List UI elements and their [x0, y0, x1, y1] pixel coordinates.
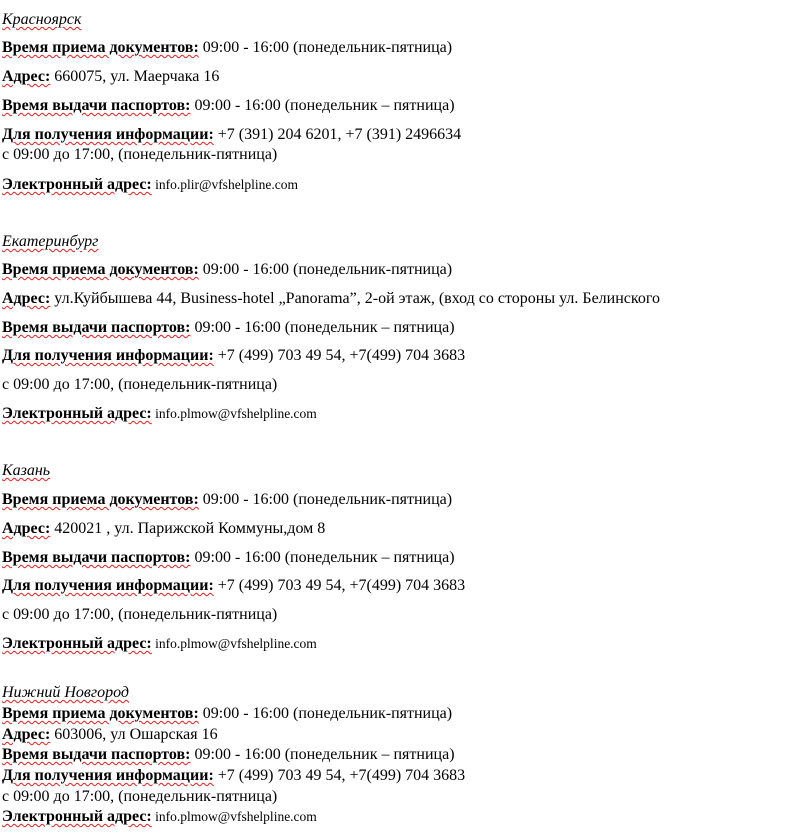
email-label: Электронный адрес:: [2, 405, 152, 422]
docs-hours-line: [2, 705, 452, 723]
email-label: Электронный адрес:: [2, 635, 152, 652]
address-label: Адрес:: [2, 726, 51, 743]
info-phone-label: Для получения информации:: [2, 767, 214, 784]
passport-hours-value: 09:00 - 16:00 (понедельник – пятница): [190, 549, 455, 566]
docs-hours-value: 09:00 - 16:00 (понедельник-пятница): [198, 705, 453, 722]
passport-hours-label: Время выдачи паспортов:: [2, 97, 191, 114]
info-hours-line: с 09:00 до 17:00, (понедельник-пятница): [2, 606, 278, 623]
info-phone-line: [2, 577, 465, 595]
info-phone-value: +7 (499) 703 49 54, +7(499) 704 3683: [213, 347, 466, 364]
address-value: ул.Куйбышева 44, Business-hotel „Panorama”, 2-ой этаж, (вход со стороны ул. Белинского: [50, 290, 661, 307]
info-phone-label: Для получения информации:: [2, 577, 214, 594]
docs-hours-label: Время приема документов:: [2, 705, 199, 722]
docs-hours-line: [2, 39, 452, 57]
email-line: [2, 635, 317, 653]
docs-hours-line: [2, 491, 452, 509]
info-phone-value: +7 (391) 204 6201, +7 (391) 2496634: [213, 126, 462, 143]
address-label: Адрес:: [2, 290, 51, 307]
docs-hours-value: 09:00 - 16:00 (понедельник-пятница): [198, 491, 453, 508]
email-value: info.plmow@vfshelpline.com: [151, 636, 317, 651]
info-hours-line: с 09:00 до 17:00, (понедельник-пятница): [2, 146, 278, 163]
passport-hours-line: [2, 97, 455, 115]
email-line: [2, 808, 317, 826]
email-value: info.plir@vfshelpline.com: [151, 177, 299, 192]
info-phone-value: +7 (499) 703 49 54, +7(499) 704 3683: [213, 577, 466, 594]
docs-hours-label: Время приема документов:: [2, 39, 199, 56]
address-value: 660075, ул. Маерчака 16: [50, 68, 220, 85]
docs-hours-line: [2, 261, 452, 279]
passport-hours-line: [2, 549, 455, 567]
city-heading-kazan: Казань: [2, 462, 51, 479]
city-heading-yekaterinburg: Екатеринбург: [2, 233, 99, 250]
city-heading-krasnoyarsk: Красноярск: [2, 11, 82, 28]
passport-hours-label: Время выдачи паспортов:: [2, 549, 191, 566]
address-value: 420021 , ул. Парижской Коммуны,дом 8: [50, 520, 326, 537]
passport-hours-line: [2, 746, 455, 764]
info-phone-value: +7 (499) 703 49 54, +7(499) 704 3683: [213, 767, 466, 784]
passport-hours-value: 09:00 - 16:00 (понедельник – пятница): [190, 97, 455, 114]
info-phone-line: [2, 126, 461, 144]
address-line: [2, 68, 219, 86]
passport-hours-label: Время выдачи паспортов:: [2, 319, 191, 336]
address-label: Адрес:: [2, 520, 51, 537]
docs-hours-value: 09:00 - 16:00 (понедельник-пятница): [198, 261, 453, 278]
city-heading-nizhny-novgorod: Нижний Новгород: [2, 684, 129, 701]
info-phone-line: [2, 347, 465, 365]
info-hours-line: с 09:00 до 17:00, (понедельник-пятница): [2, 788, 278, 805]
email-line: [2, 405, 317, 423]
address-line: [2, 520, 325, 538]
address-value: 603006, ул Ошарская 16: [50, 726, 218, 743]
info-phone-line: [2, 767, 465, 785]
passport-hours-line: [2, 319, 455, 337]
email-value: info.plmow@vfshelpline.com: [151, 406, 317, 421]
passport-hours-value: 09:00 - 16:00 (понедельник – пятница): [190, 319, 455, 336]
address-line: [2, 726, 218, 744]
docs-hours-label: Время приема документов:: [2, 261, 199, 278]
email-label: Электронный адрес:: [2, 176, 152, 193]
info-hours-line: с 09:00 до 17:00, (понедельник-пятница): [2, 376, 278, 393]
address-line: [2, 290, 660, 308]
info-phone-label: Для получения информации:: [2, 347, 214, 364]
docs-hours-value: 09:00 - 16:00 (понедельник-пятница): [198, 39, 453, 56]
email-value: info.plmow@vfshelpline.com: [151, 809, 317, 824]
passport-hours-value: 09:00 - 16:00 (понедельник – пятница): [190, 746, 455, 763]
email-line: [2, 176, 298, 194]
email-label: Электронный адрес:: [2, 808, 152, 825]
address-label: Адрес:: [2, 68, 51, 85]
passport-hours-label: Время выдачи паспортов:: [2, 746, 191, 763]
info-phone-label: Для получения информации:: [2, 126, 214, 143]
docs-hours-label: Время приема документов:: [2, 491, 199, 508]
